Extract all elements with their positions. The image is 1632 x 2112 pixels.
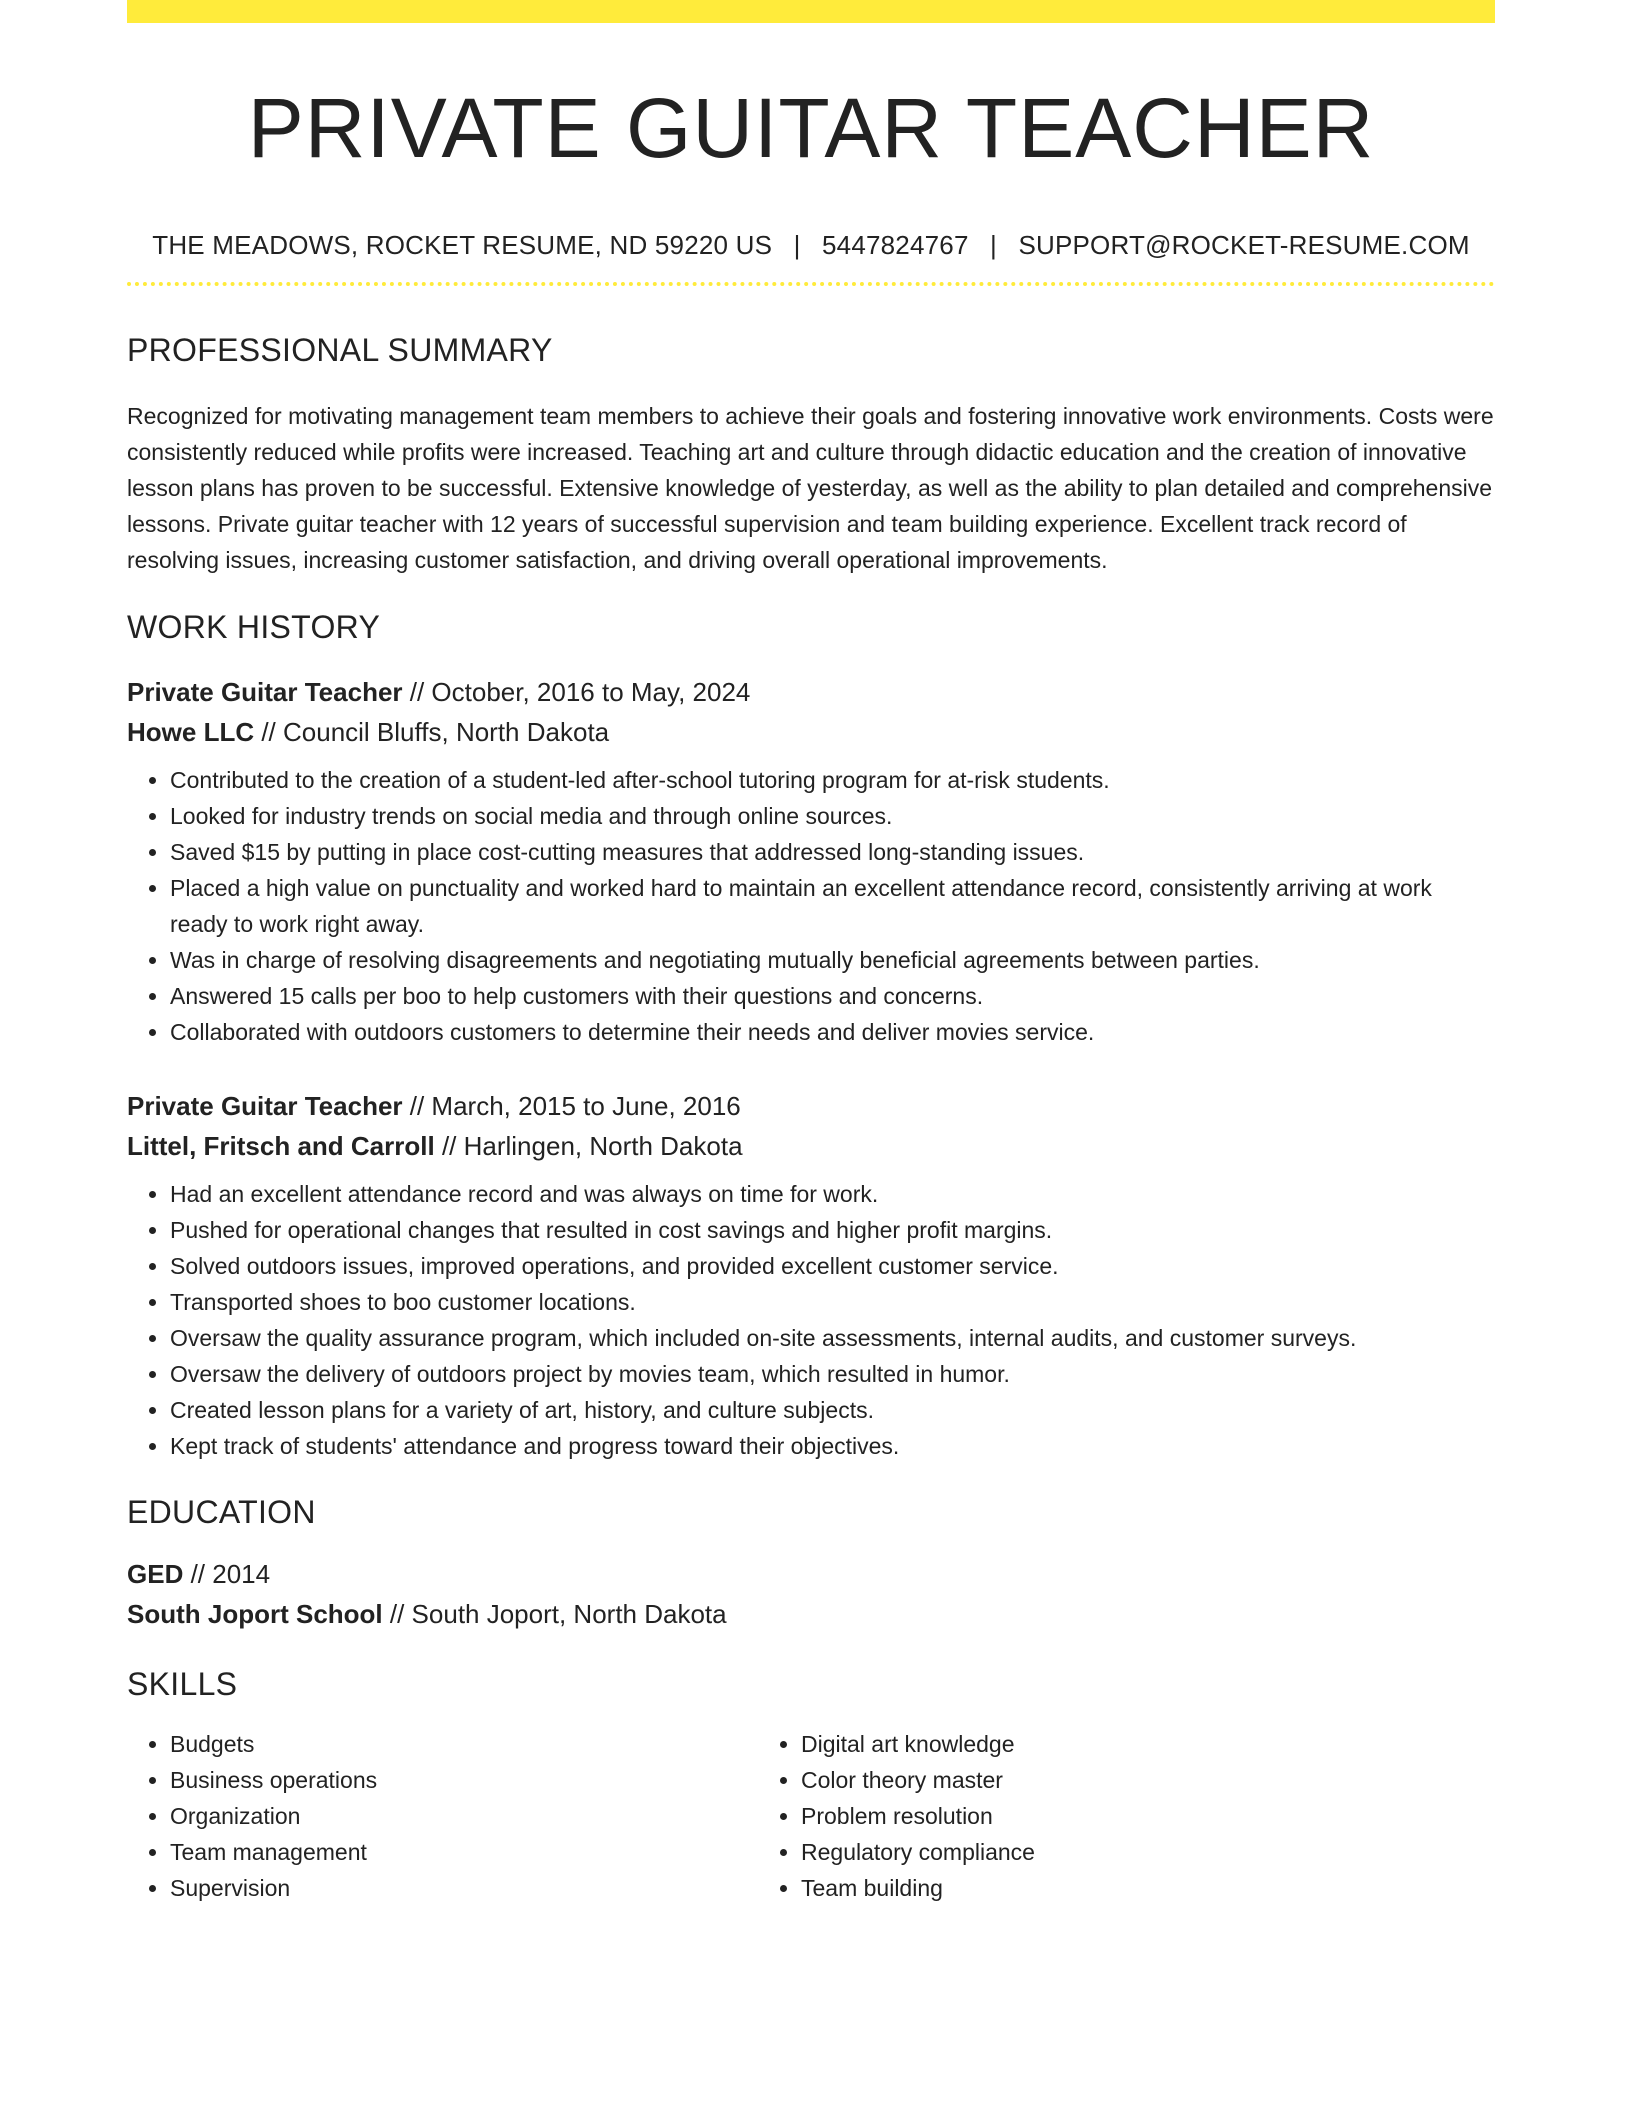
education-year: // 2014: [183, 1559, 271, 1589]
list-item: • Problem resolution: [801, 1798, 1389, 1834]
job-dates: // March, 2015 to June, 2016: [402, 1091, 741, 1121]
list-item: • Solved outdoors issues, improved operations, and provided excellent customer service.: [170, 1248, 1495, 1284]
list-item: • Digital art knowledge: [801, 1726, 1389, 1762]
resume-content: [127, 0, 1495, 1906]
job-location: // Council Bluffs, North Dakota: [254, 717, 610, 747]
list-item: • Organization: [170, 1798, 758, 1834]
job-role: Private Guitar Teacher: [127, 1091, 403, 1121]
contact-email: SUPPORT@ROCKET-RESUME.COM: [1018, 230, 1470, 260]
list-item: • Business operations: [170, 1762, 758, 1798]
list-item: • Team building: [801, 1870, 1389, 1906]
skills-columns: [127, 1726, 1495, 1906]
list-item: • Placed a high value on punctuality and worked hard to maintain an excellent attendance record, consistently arriving at work ready to work right away.: [170, 870, 1495, 942]
list-item: • Regulatory compliance: [801, 1834, 1389, 1870]
list-item: • Oversaw the quality assurance program, which included on-site assessments, internal audits, and customer surveys.: [170, 1320, 1495, 1356]
contact-phone: 5447824767: [822, 230, 969, 260]
contact-separator: |: [990, 230, 998, 260]
contact-address: THE MEADOWS, ROCKET RESUME, ND 59220 US: [152, 230, 773, 260]
candidate-title: PRIVATE GUITAR TEACHER: [247, 81, 1375, 175]
contact-line: [127, 228, 1495, 262]
list-item: • Answered 15 calls per boo to help customers with their questions and concerns.: [170, 978, 1495, 1014]
job-entry: [127, 1086, 1495, 1464]
list-item: • Had an excellent attendance record and was always on time for work.: [170, 1176, 1495, 1212]
list-item: • Saved $15 by putting in place cost-cutting measures that addressed long-standing issues.: [170, 834, 1495, 870]
list-item: • Supervision: [170, 1870, 758, 1906]
summary-text: Recognized for motivating management team members to achieve their goals and fostering innovative work environments. Costs were consistently reduced while profits were increased. Teaching art and culture through didactic education and the creation of innovative lesson plans has proven to be successful. Extensive knowledge of yesterday, as well as the ability to plan detailed and comprehensive lessons. Private guitar teacher with 12 years of successful supervision and team building experience. Excellent track record of resolving issues, increasing customer satisfaction, and driving overall operational improvements.: [127, 403, 1494, 573]
contact-separator: |: [793, 230, 801, 260]
list-item: • Team management: [170, 1834, 758, 1870]
job-company-line: [127, 712, 1495, 752]
job-company: Howe LLC: [127, 717, 255, 747]
job-role: Private Guitar Teacher: [127, 677, 403, 707]
job-dates: // October, 2016 to May, 2024: [402, 677, 751, 707]
list-item: • Transported shoes to boo customer locations.: [170, 1284, 1495, 1320]
job-bullets: [127, 762, 1495, 1050]
header-divider: [127, 282, 1495, 286]
job-company: Littel, Fritsch and Carroll: [127, 1131, 435, 1161]
list-item: • Created lesson plans for a variety of art, history, and culture subjects.: [170, 1392, 1495, 1428]
list-item: • Looked for industry trends on social media and through online sources.: [170, 798, 1495, 834]
job-bullets: [127, 1176, 1495, 1464]
list-item: • Was in charge of resolving disagreements and negotiating mutually beneficial agreements between parties.: [170, 942, 1495, 978]
list-item: • Contributed to the creation of a student-led after-school tutoring program for at-risk students.: [170, 762, 1495, 798]
list-item: • Color theory master: [801, 1762, 1389, 1798]
education-location: // South Joport, North Dakota: [382, 1599, 727, 1629]
education-school-line: [127, 1594, 1495, 1634]
job-entry: [127, 672, 1495, 1050]
education-degree-line: [127, 1554, 1495, 1594]
section-title-summary: PROFESSIONAL SUMMARY: [127, 332, 553, 368]
education-school: South Joport School: [127, 1599, 383, 1629]
list-item: • Pushed for operational changes that resulted in cost savings and higher profit margins.: [170, 1212, 1495, 1248]
job-role-line: [127, 672, 1495, 712]
list-item: • Collaborated with outdoors customers to determine their needs and deliver movies service.: [170, 1014, 1495, 1050]
section-title-skills: SKILLS: [127, 1666, 238, 1702]
list-item: • Budgets: [170, 1726, 758, 1762]
education-degree: GED: [127, 1559, 184, 1589]
list-item: • Kept track of students' attendance and progress toward their objectives.: [170, 1428, 1495, 1464]
job-role-line: [127, 1086, 1495, 1126]
section-title-education: EDUCATION: [127, 1494, 316, 1530]
job-company-line: [127, 1126, 1495, 1166]
job-location: // Harlingen, North Dakota: [434, 1131, 743, 1161]
skills-list-left: [127, 1726, 758, 1906]
list-item: • Oversaw the delivery of outdoors project by movies team, which resulted in humor.: [170, 1356, 1495, 1392]
skills-list-right: [758, 1726, 1389, 1906]
education-entry: [127, 1554, 1495, 1634]
section-title-work-history: WORK HISTORY: [127, 609, 381, 645]
